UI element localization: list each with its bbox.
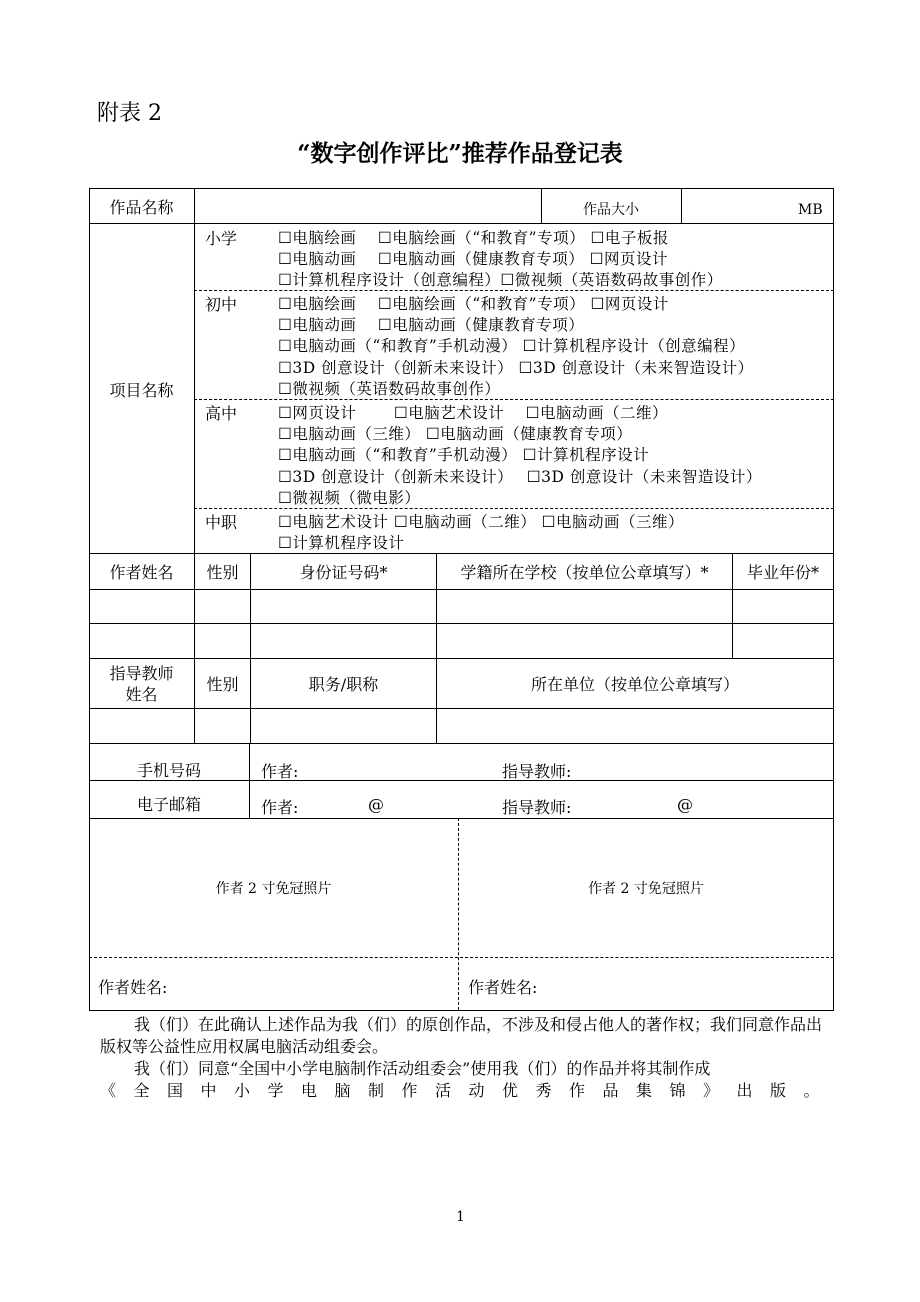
author-name-header: 作者姓名 — [109, 563, 174, 582]
option-line[interactable]: ☐电脑绘画 ☐电脑绘画（“和教育”专项） ☐电子板报 — [278, 229, 669, 247]
email-at-sign: @ — [368, 795, 384, 814]
email-teacher-field[interactable] — [585, 788, 830, 816]
page-number: 1 — [456, 1209, 465, 1225]
phone-author-prefix: 作者: — [261, 762, 299, 781]
declaration-p1-text: 我（们）在此确认上述作品为我（们）的原创作品，不涉及和侵占他人的著作权；我们同意作品出版权等公益性应用权属电脑活动组委会。 — [100, 1015, 823, 1056]
declaration-paragraph-2 — [100, 1058, 838, 1102]
work-size-unit: MB — [798, 202, 823, 218]
declaration-paragraph-1 — [100, 1014, 834, 1058]
teacher-unit-header: 所在单位（按单位公章填写） — [530, 675, 739, 694]
option-line[interactable]: ☐网页设计 ☐电脑艺术设计 ☐电脑动画（二维） — [278, 404, 669, 422]
author-school-header: 学籍所在学校（按单位公章填写）* — [460, 563, 709, 582]
teacher-title-header: 职务/职称 — [308, 675, 379, 694]
project-label: 项目名称 — [109, 380, 174, 400]
email-teacher-prefix: 指导教师: — [502, 798, 572, 817]
option-line[interactable]: ☐电脑绘画 ☐电脑绘画（“和教育”专项） ☐网页设计 — [278, 295, 669, 313]
author-row[interactable] — [90, 590, 833, 623]
level-senior: 高中 — [205, 404, 238, 423]
option-line[interactable]: ☐计算机程序设计（创意编程）☐微视频（英语数码故事创作） — [278, 271, 723, 289]
phone-teacher-field[interactable] — [585, 752, 830, 780]
appendix-label: 附表 2 — [97, 101, 162, 126]
email-at-sign: @ — [677, 795, 693, 814]
teacher-row[interactable] — [90, 709, 833, 743]
option-line[interactable]: ☐电脑动画（“和教育”手机动漫） ☐计算机程序设计（创意编程） — [278, 337, 746, 355]
teacher-gender-header: 性别 — [206, 675, 239, 694]
author-name-label-right: 作者姓名: — [468, 978, 538, 997]
phone-author-field[interactable] — [305, 752, 495, 780]
level-primary: 小学 — [205, 229, 238, 248]
email-author-field[interactable] — [305, 788, 495, 816]
option-line[interactable]: ☐计算机程序设计 — [278, 534, 405, 552]
option-line[interactable]: ☐3D 创意设计（创新未来设计） ☐3D 创意设计（未来智造设计） — [278, 468, 762, 486]
author-row[interactable] — [90, 624, 833, 658]
option-line[interactable]: ☐电脑动画（“和教育”手机动漫） ☐计算机程序设计 — [278, 446, 650, 464]
level-vocational: 中职 — [205, 513, 238, 532]
level-junior: 初中 — [205, 295, 238, 314]
work-name-field[interactable] — [195, 189, 541, 223]
option-line[interactable]: ☐电脑艺术设计 ☐电脑动画（二维） ☐电脑动画（三维） — [278, 513, 685, 531]
declaration-p2-line2: 《全国中小学电脑制作活动优秀作品集锦》出版。 — [100, 1081, 838, 1100]
work-size-label: 作品大小 — [583, 202, 639, 218]
page-title: “数字创作评比”推荐作品登记表 — [297, 140, 623, 167]
photo-box-right[interactable] — [459, 819, 833, 956]
option-line[interactable]: ☐微视频（微电影） — [278, 489, 421, 507]
phone-teacher-prefix: 指导教师: — [502, 762, 572, 781]
email-author-prefix: 作者: — [261, 798, 299, 817]
email-label: 电子邮箱 — [136, 795, 201, 814]
declaration-p2-line1: 我（们）同意“全国中小学电脑制作活动组委会”使用我（们）的作品并将其制作成 — [134, 1059, 711, 1078]
option-line[interactable]: ☐电脑动画 ☐电脑动画（健康教育专项） — [278, 316, 585, 334]
option-line[interactable]: ☐电脑动画（三维） ☐电脑动画（健康教育专项） — [278, 425, 633, 443]
option-line[interactable]: ☐微视频（英语数码故事创作） — [278, 380, 501, 398]
option-line[interactable]: ☐3D 创意设计（创新未来设计） ☐3D 创意设计（未来智造设计） — [278, 359, 754, 377]
author-id-header: 身份证号码* — [299, 563, 388, 582]
teacher-name-header — [89, 659, 194, 708]
option-line[interactable]: ☐电脑动画 ☐电脑动画（健康教育专项） ☐网页设计 — [278, 250, 669, 268]
teacher-name-header-text: 指导教师 姓名 — [109, 663, 174, 704]
photo-box-left[interactable] — [89, 819, 458, 956]
photo-label-left: 作者 2 寸免冠照片 — [215, 880, 332, 897]
photo-label-right: 作者 2 寸免冠照片 — [588, 880, 704, 897]
phone-label: 手机号码 — [136, 761, 201, 780]
author-name-label-left: 作者姓名: — [98, 978, 168, 997]
work-name-label: 作品名称 — [109, 197, 174, 217]
author-grad-year-header: 毕业年份* — [746, 563, 819, 582]
author-gender-header: 性别 — [206, 563, 239, 582]
